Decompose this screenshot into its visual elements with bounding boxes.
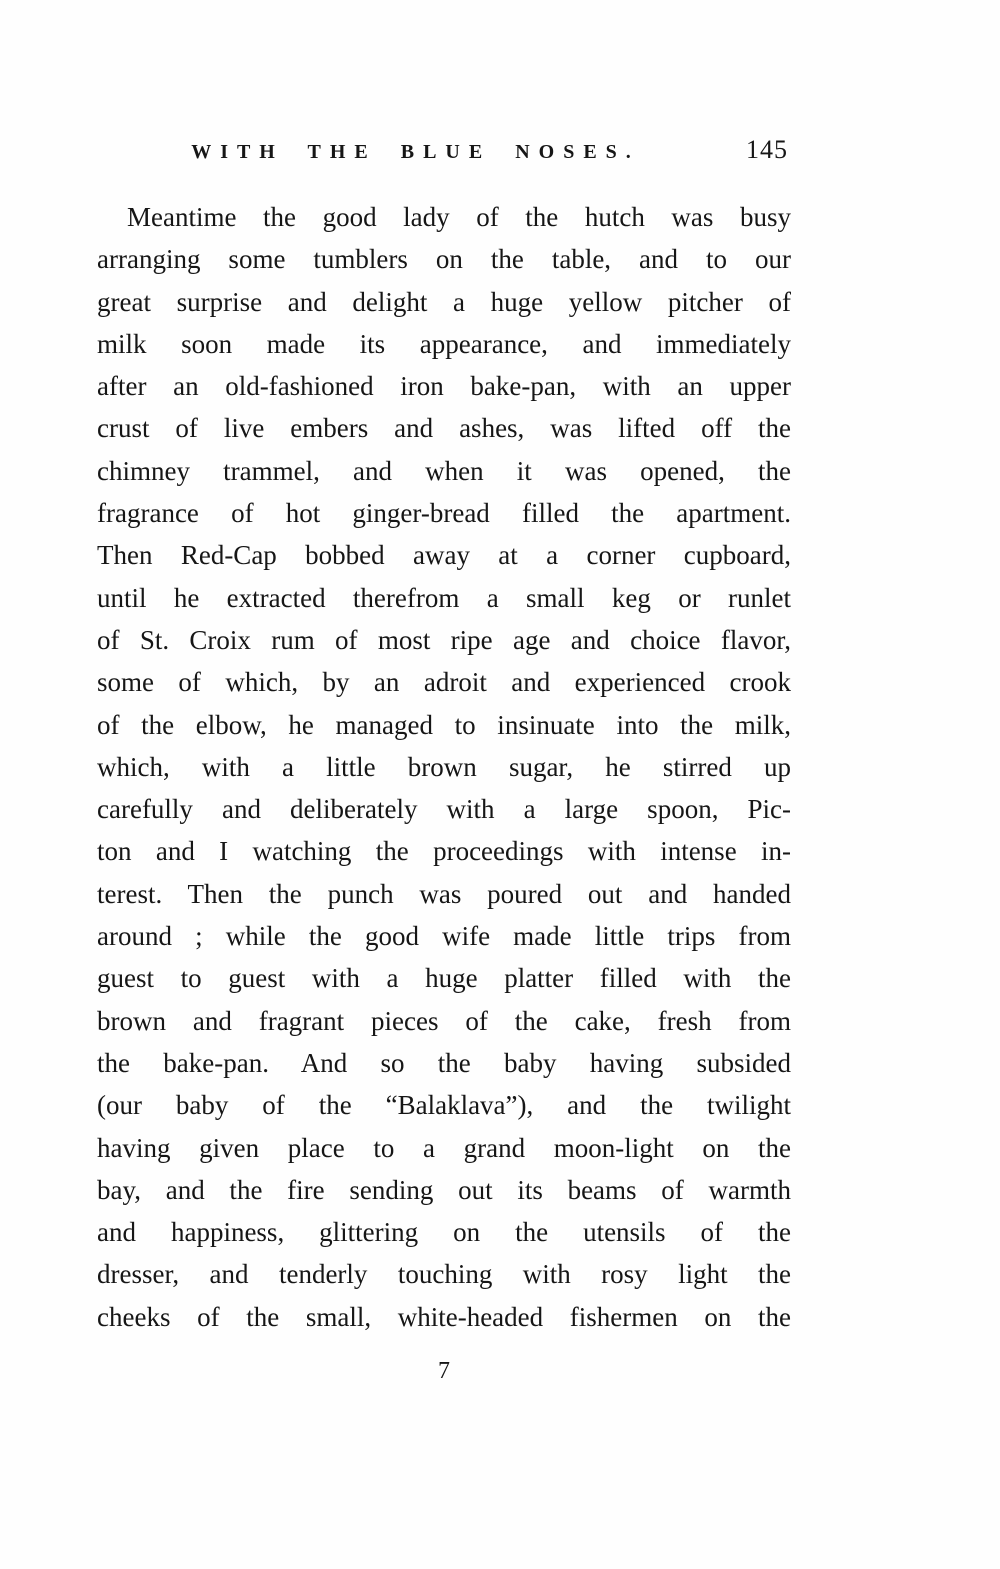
text-line: ton and I watching the proceedings with intense in-: [97, 836, 791, 867]
text-line: some of which, by an adroit and experienced crook: [97, 667, 791, 698]
text-line: fragrance of hot ginger-bread filled the apartment.: [97, 498, 791, 529]
page-number: 145: [746, 135, 788, 164]
text-line: of St. Croix rum of most ripe age and choice flavor,: [97, 624, 791, 655]
text-line: Meantime the good lady of the hutch was busy: [127, 202, 791, 232]
text-line: crust of live embers and ashes, was lifted off the: [97, 413, 791, 444]
text-line: brown and fragrant pieces of the cake, fresh from: [97, 1005, 791, 1036]
running-title: WITH THE BLUE NOSES.: [191, 141, 640, 163]
text-line: until he extracted therefrom a small keg or runlet: [97, 582, 791, 613]
text-line: dresser, and tenderly touching with rosy light the: [97, 1259, 791, 1290]
page-header: [97, 135, 790, 175]
text-line: great surprise and delight a huge yellow pitcher of: [97, 286, 791, 317]
page-footer: [97, 1358, 791, 1385]
text-line: carefully and deliberately with a large spoon, Pic-: [97, 794, 791, 825]
text-line: Then Red-Cap bobbed away at a corner cupboard,: [97, 540, 791, 571]
text-line: bay, and the fire sending out its beams of warmth: [97, 1174, 791, 1205]
text-line: (our baby of the “Balaklava”), and the twilight: [97, 1090, 791, 1121]
text-line: cheeks of the small, white-headed fishermen on the: [97, 1301, 791, 1332]
text-line: of the elbow, he managed to insinuate into the milk,: [97, 709, 791, 740]
text-line: around ; while the good wife made little trips from: [97, 921, 791, 952]
text-line: and happiness, glittering on the utensils of the: [97, 1217, 791, 1248]
text-line: after an old-fashioned iron bake-pan, with an upper: [97, 371, 791, 402]
text-line: milk soon made its appearance, and immediately: [97, 328, 791, 359]
text-line: guest to guest with a huge platter filled with the: [97, 963, 791, 994]
text-line: chimney trammel, and when it was opened, the: [97, 455, 791, 486]
text-line: terest. Then the punch was poured out and handed: [97, 878, 791, 909]
text-line: having given place to a grand moon-light on the: [97, 1132, 791, 1163]
text-line: which, with a little brown sugar, he stirred up: [97, 751, 791, 782]
text-line: arranging some tumblers on the table, and to our: [97, 244, 791, 275]
body-text: [97, 196, 791, 1338]
signature-mark: 7: [438, 1358, 450, 1384]
text-line: the bake-pan. And so the baby having subsided: [97, 1047, 791, 1078]
